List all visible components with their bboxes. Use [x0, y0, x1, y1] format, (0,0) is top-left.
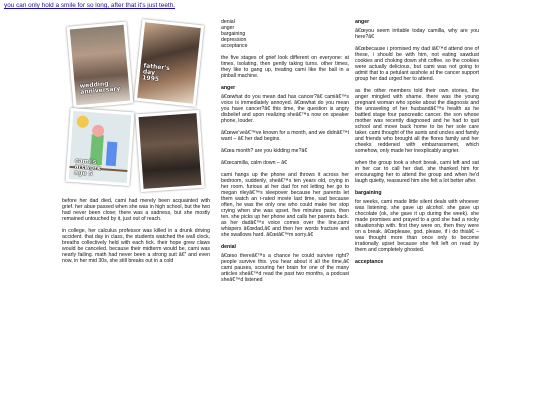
artwork-photo-caption: cami's artwork age 5	[73, 157, 102, 178]
fathers-day-photo-caption: father's day 1995	[141, 62, 171, 84]
paragraph: for weeks, cami made little silent deals with whoever was listening. she gave up alcohol. she gave up chocolate (ok, she gave it up during the week). she made promises and prayed to a god she had a rocky situationship with. first they were on, then they were on a break. â€œplease, god, please, if i do thisâ€ – was thought more than once only to become irrationally upset because she felt left on read by them and completely ghosted.	[355, 199, 479, 253]
paragraph: â€œwe’veâ€™ve known for a month, and we didnâ€™t want – â€ her dad begins.	[221, 130, 349, 142]
paragraph: â€œso thereâ€™s a chance he could survive right? people survive this. you hear about it all the time,â€ cami pauses, scouring her brain for one of the many articles sheâ€™d read the past two months, a podcast sheâ€™d listened	[221, 253, 349, 283]
paragraph: cami hangs up the phone and throws it across her bedroom, suddenly, sheâ€™s ten years old, crying in her room. furious at her dad for not letting her go to megan rileyâ€™s sleepover because her parents let them watch an r-rated movie last time, sad because often, he was the only one who could make her stop crying when she was upset. five minutes pass, then ten. she picks up her phone and calls her parents back. as her dadâ€™s voice comes over the line,cami whispers â€œdad,â€ and then her words fracture and she swallows hard. â€œiâ€™m sorry.â€	[221, 172, 349, 238]
wedding-photo-caption: wedding anniversary	[79, 80, 121, 96]
section-heading: acceptance	[355, 259, 384, 265]
paragraph: as the other members told their own stories, the anger mingled with shame. there was the young pregnant woman who spoke about the diagnosis and the unraveling of her husbandâ€™s health as he battled stage four pancreatic cancer. the son whose mother was recently diagnosed and he had to quit school and move back home to be her sole care taker. cami thought of the aunts and uncles and family and friends who brought all the flores family and her cheeks reddened with embarrassment, which somehow, only made her inexplicably angrier.	[355, 88, 479, 154]
stage-item: anger	[221, 25, 235, 31]
stages-list	[221, 19, 349, 49]
fathers-day-photo	[134, 19, 204, 107]
wedding-photo	[67, 22, 134, 109]
section-heading: anger	[221, 85, 236, 91]
section-heading: denial	[221, 244, 236, 250]
paragraph: in college, her calculus professor was killed in a drunk driving accident. that day in class, the students watched the wall clock, breaths collectively held with each tick. their hope grew claws would be canceled. because their midterm would be, cami was nearly failing. math had never been a strong suit â€” and even now, in her mid 30s, she still breaks out in a cold	[62, 228, 210, 264]
paragraph: â€œyou seem irritable today camilla, why are you here?â€	[355, 28, 479, 40]
paragraph: the five stages of grief look different on everyone: at times, isolating, then gently taking turns. other times, they like to gang up, treating cami like the ball in a pinball machine.	[221, 55, 349, 79]
article-column-middle	[221, 19, 349, 283]
paragraph: â€œwhat do you mean dad has cancer?â€ camiâ€™s voice is immediately annoyed. â€œwhat do you mean you have cancer?â€ this time, the question is angry disbelief and upon realizing sheâ€™s now on speaker phone, louder.	[221, 94, 349, 124]
stage-item: bargaining	[221, 31, 246, 37]
paragraph: â€œcamilla, calm down – â€	[221, 160, 288, 166]
stage-item: depression	[221, 37, 247, 43]
photo-collage	[66, 20, 214, 192]
party-photo	[135, 110, 204, 192]
section-heading: bargaining	[355, 190, 382, 196]
paragraph: before her dad died, cami had merely been acquainted with grief. her abue passed when she was in high school, but the two had never been close; there was a sadness, but she mostly remained untouched by it, just out of reach.	[62, 198, 210, 222]
artwork-photo	[65, 108, 134, 186]
article-column-right	[355, 19, 479, 265]
stage-item: acceptance	[221, 43, 248, 49]
stage-item: denial	[221, 19, 235, 25]
section-heading: anger	[355, 19, 370, 25]
paragraph: â€œa month? are you kidding me?â€	[221, 148, 308, 154]
article-column-left	[62, 198, 210, 262]
paragraph: when the group took a short break, cami left and sat in her car to call her dad. she thanked him for encouraging her to attend the group and when he'd laugh quietly, reassured him she felt a lot better after.	[355, 160, 479, 184]
paragraph: â€œbecause i promised my dad iâ€™d attend one of these, i should be with him, not eating sawdust cookies and choking down shit coffee. so the cookies were actually delicious, but cami was not going to admit that to a petulant asshole at the cancer support group her dad urged her to attend.	[355, 46, 479, 82]
blog-title-link[interactable]: you can only hold a smile for so long, after that it's just teeth.	[4, 2, 176, 9]
